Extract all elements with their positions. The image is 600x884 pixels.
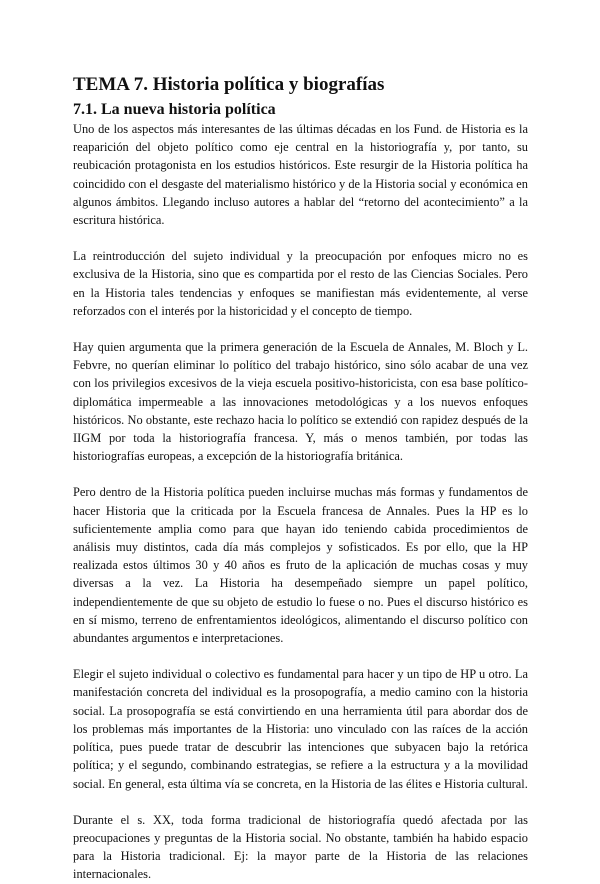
paragraph-2: La reintroducción del sujeto individual y la preocupación por enfoques micro no es exclusiva de la Historia, sino que es compartida por el resto de las Ciencias Sociales. Pero en la Historia tales tendencias y enfoques se manifiestan más evidentemente, al verse reforzados con el interés por la historicidad y el concepto de tiempo.	[73, 249, 528, 318]
document-title: TEMA 7. Historia política y biografías	[73, 74, 385, 95]
paragraph-4: Pero dentro de la Historia política pueden incluirse muchas más formas y fundamentos de hacer Historia que la criticada por la Escuela francesa de Annales. Pues la HP es lo suficientemente amplia como para que hayan ido teniendo cabida procedimientos de análisis muy distintos, cada día más complejos y sofisticados. Es por ello, que la HP realizada estos últimos 30 y 40 años es fruto de la aplicación de muchas cosas y muy diversas a la vez. La Historia ha desempeñado siempre un papel político, independientemente de que su objeto de estudio lo fuese o no. Pues el discurso histórico es en sí mismo, terreno de enfrentamientos ideológicos, alimentando el discurso político con abundantes argumentos e interpretaciones.	[73, 485, 528, 646]
paragraph-5: Elegir el sujeto individual o colectivo es fundamental para hacer y un tipo de HP u otro. La manifestación concreta del individual es la prosopografía, a medio camino con la historia social. La prosopografía se está convirtiendo en una herramienta útil para abordar dos de los problemas más importantes de la Historia: uno vinculado con las raíces de la acción política, pues puede tratar de descubrir las intenciones que subyacen bajo la retórica política; y el segundo, combinando estrategias, se refiere a la estructura y a la movilidad social. En general, esta última vía se concreta, en la Historia de las élites e Historia cultural.	[73, 667, 528, 791]
paragraph-6: Durante el s. XX, toda forma tradicional de historiografía quedó afectada por las preocupaciones y preguntas de la Historia social. No obstante, también ha habido espacio para la Historia tradicional. Ej: la mayor parte de la Historia de las relaciones internacionales.	[73, 812, 528, 882]
paragraph-3: Hay quien argumenta que la primera generación de la Escuela de Annales, M. Bloch y L. Febvre, no querían eliminar lo político del trabajo histórico, sino sólo acabar de una vez con los privilegios excesivos de la vieja escuela positivo-historicista, con esa base político-diplomática impermeable a las innovaciones metodológicas y a los nuevos enfoques históricos. No obstante, este rechazo hacia lo político se extendió con rapidez después de la IIGM por toda la historiografía francesa. Y, más o menos también, por todas las historiografías europeas, a excepción de la historiografía británica.	[73, 340, 528, 464]
section-title: 7.1. La nueva historia política	[73, 101, 276, 118]
paragraph-1: Uno de los aspectos más interesantes de las últimas décadas en los Fund. de Historia es la reaparición del objeto político como eje central en la historiografía y, por tanto, su reubicación protagonista en los estudios históricos. Este resurgir de la Historia política ha coincidido con el desgaste del materialismo histórico y de la Historia social y económica en algunos ámbitos. Llegando incluso autores a hablar del “retorno del acontecimiento” a la escritura histórica.	[73, 122, 528, 228]
